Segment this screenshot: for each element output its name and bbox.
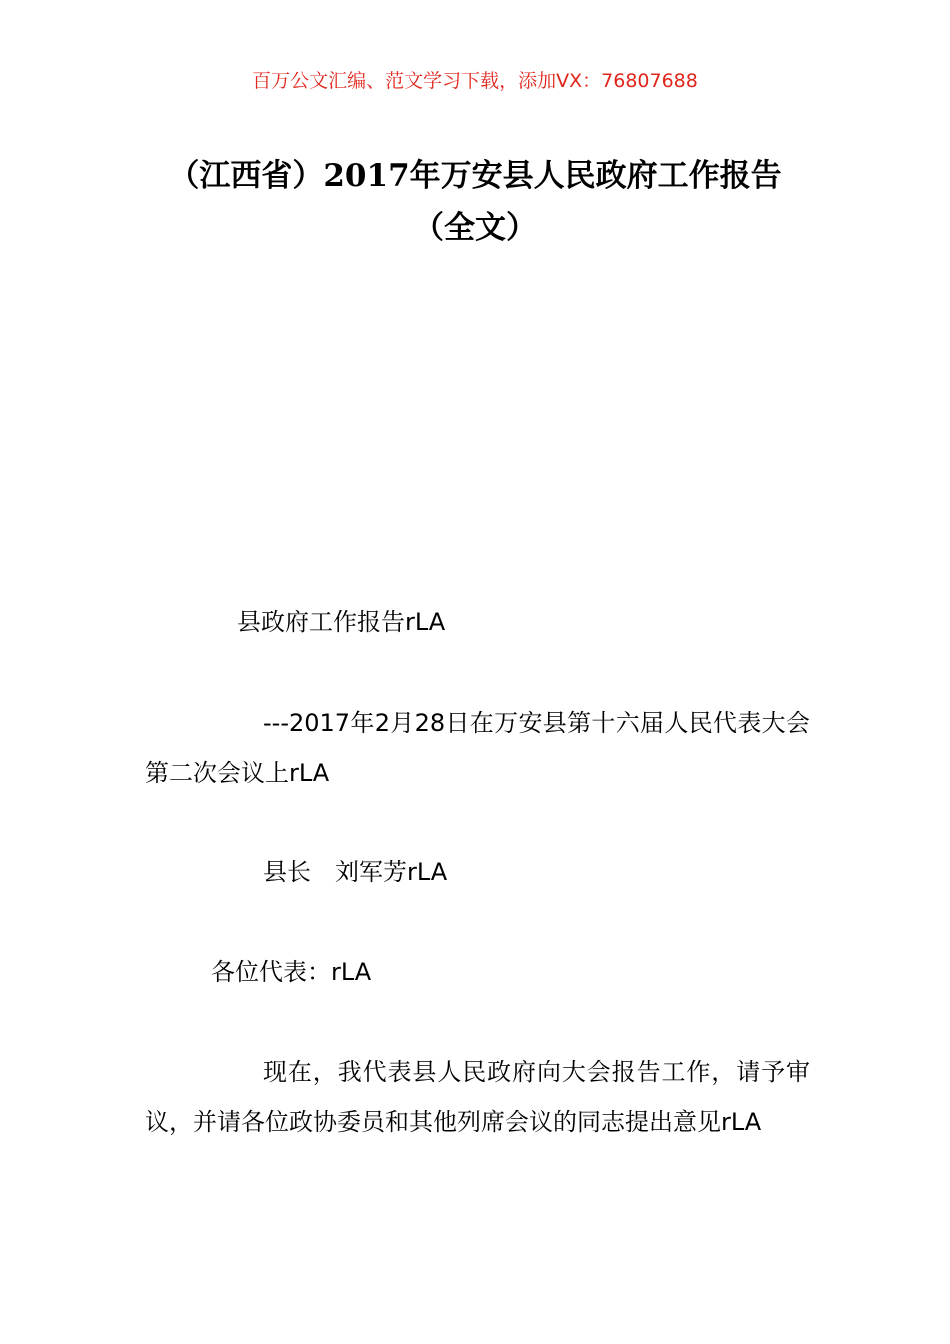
speaker-paragraph: 县长 刘军芳rLA — [263, 858, 448, 886]
document-title: （江西省）2017年万安县人民政府工作报告（全文） — [168, 158, 782, 246]
body-paragraph: 现在，我代表县人民政府向大会报告工作，请予审议，并请各位政协委员和其他列席会议的同志提出意见rLA — [145, 1058, 810, 1136]
report-heading-paragraph: 县政府工作报告rLA — [237, 608, 446, 636]
meeting-info-paragraph: ---2017年2月28日在万安县第十六届人民代表大会第二次会议上rLA — [145, 709, 810, 787]
salutation-paragraph: 各位代表：rLA — [211, 958, 372, 986]
header-note: 百万公文汇编、范文学习下载，添加VX：76807688 — [252, 70, 698, 92]
